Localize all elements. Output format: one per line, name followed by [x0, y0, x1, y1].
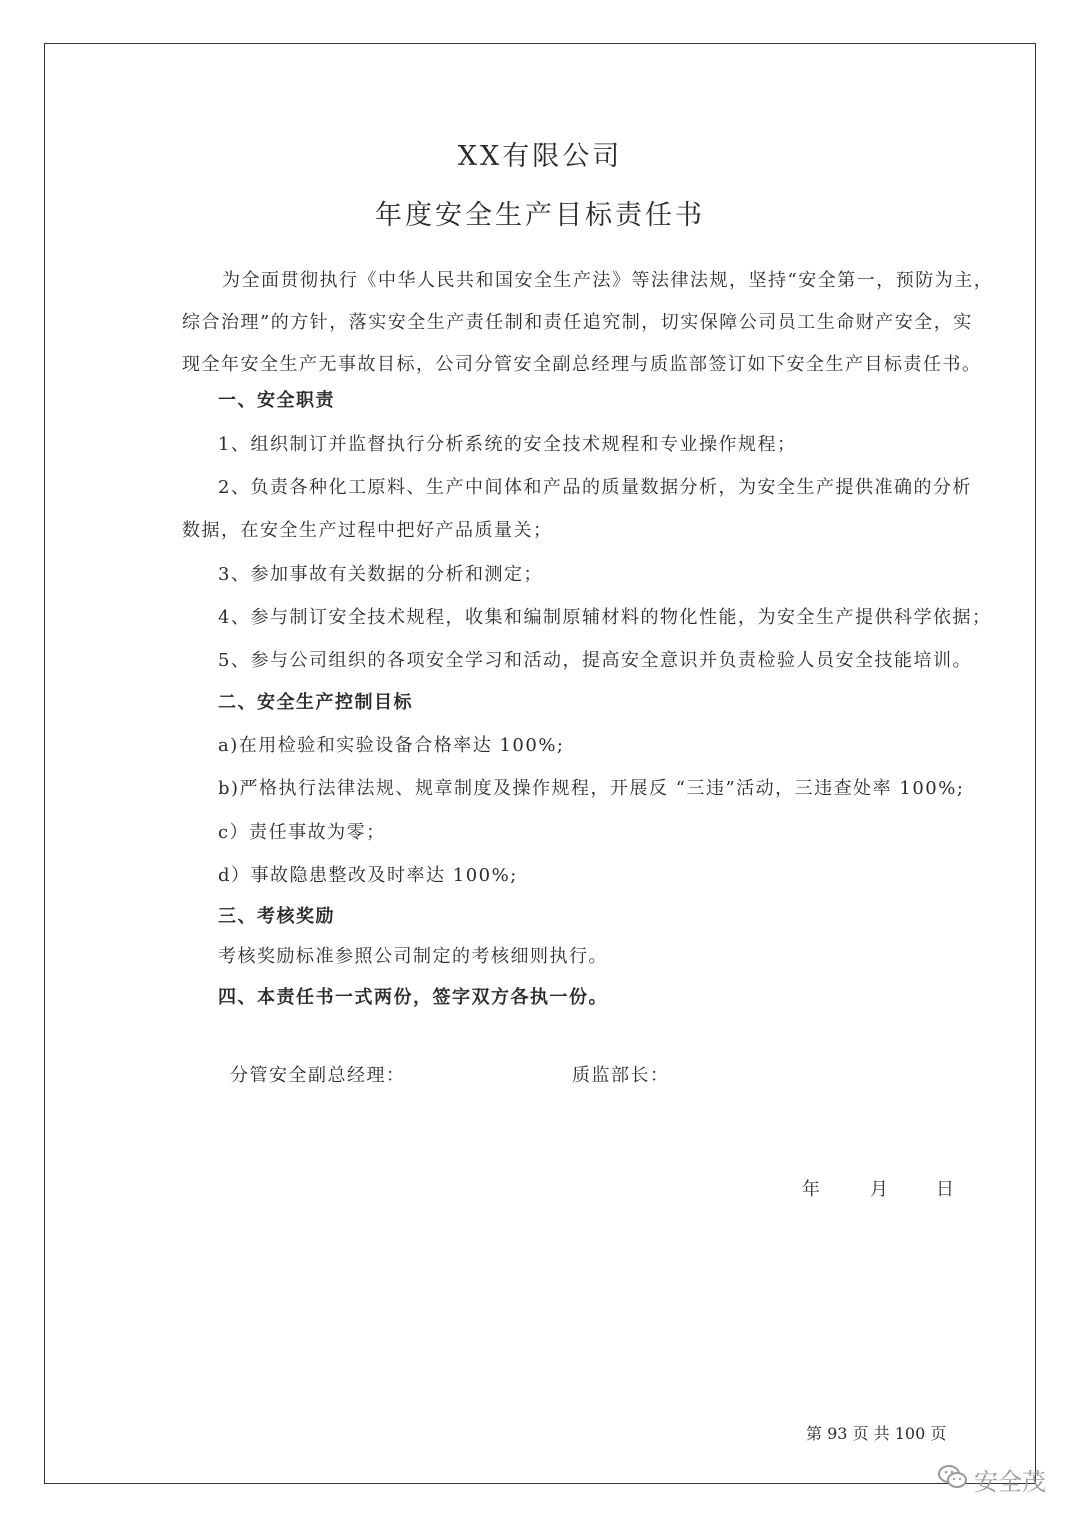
section2-heading: 二、安全生产控制目标 [218, 692, 413, 713]
page-number: 第 93 页 共 100 页 [806, 1424, 947, 1443]
page-frame [44, 43, 1036, 1484]
duty-item-2-cont: 数据，在安全生产过程中把好产品质量关； [182, 520, 553, 541]
target-item-c: c）责任事故为零； [218, 822, 386, 843]
date-year: 年 [802, 1179, 822, 1200]
intro-line-1: 为全面贯彻执行《中华人民共和国安全生产法》等法律法规，坚持“安全第一，预防为主， [222, 270, 994, 291]
section3-text: 考核奖励标准参照公司制定的考核细则执行。 [218, 946, 608, 967]
intro-line-3: 现全年安全生产无事故目标，公司分管安全副总经理与质监部签订如下安全生产目标责任书。 [182, 354, 982, 375]
duty-item-4: 4、参与制订安全技术规程，收集和编制原辅材料的物化性能，为安全生产提供科学依据； [218, 607, 992, 628]
date-month: 月 [870, 1179, 890, 1200]
watermark [938, 1462, 1046, 1497]
section1-heading: 一、安全职责 [218, 390, 335, 411]
duty-item-1: 1、组织制订并监督执行分析系统的安全技术规程和专业操作规程； [218, 434, 797, 455]
intro-line-2: 综合治理”的方针，落实安全生产责任制和责任追究制，切实保障公司员工生命财产安全，实 [182, 312, 973, 333]
duty-item-3: 3、参加事故有关数据的分析和测定； [218, 564, 543, 585]
section3-heading: 三、考核奖励 [218, 906, 335, 927]
wechat-icon [938, 1464, 968, 1496]
signature-left-label: 分管安全副总经理： [230, 1065, 406, 1086]
duty-item-5: 5、参与公司组织的各项安全学习和活动，提高安全意识并负责检验人员安全技能培训。 [218, 650, 972, 671]
signature-right-label: 质监部长： [572, 1065, 670, 1086]
document-title: 年度安全生产目标责任书 [375, 200, 705, 231]
section4-heading: 四、本责任书一式两份，签字双方各执一份。 [218, 987, 608, 1008]
duty-item-2: 2、负责各种化工原料、生产中间体和产品的质量数据分析，为安全生产提供准确的分析 [218, 477, 972, 498]
target-item-a: a)在用检验和实验设备合格率达 100%; [218, 735, 565, 756]
date-day: 日 [936, 1179, 956, 1200]
target-item-b: b)严格执行法律法规、规章制度及操作规程，开展反 “三违”活动，三违查处率 100%; [218, 778, 965, 799]
watermark-text: 安全茂 [974, 1468, 1046, 1496]
company-title: XX有限公司 [457, 141, 623, 172]
target-item-d: d）事故隐患整改及时率达 100%; [218, 865, 518, 886]
